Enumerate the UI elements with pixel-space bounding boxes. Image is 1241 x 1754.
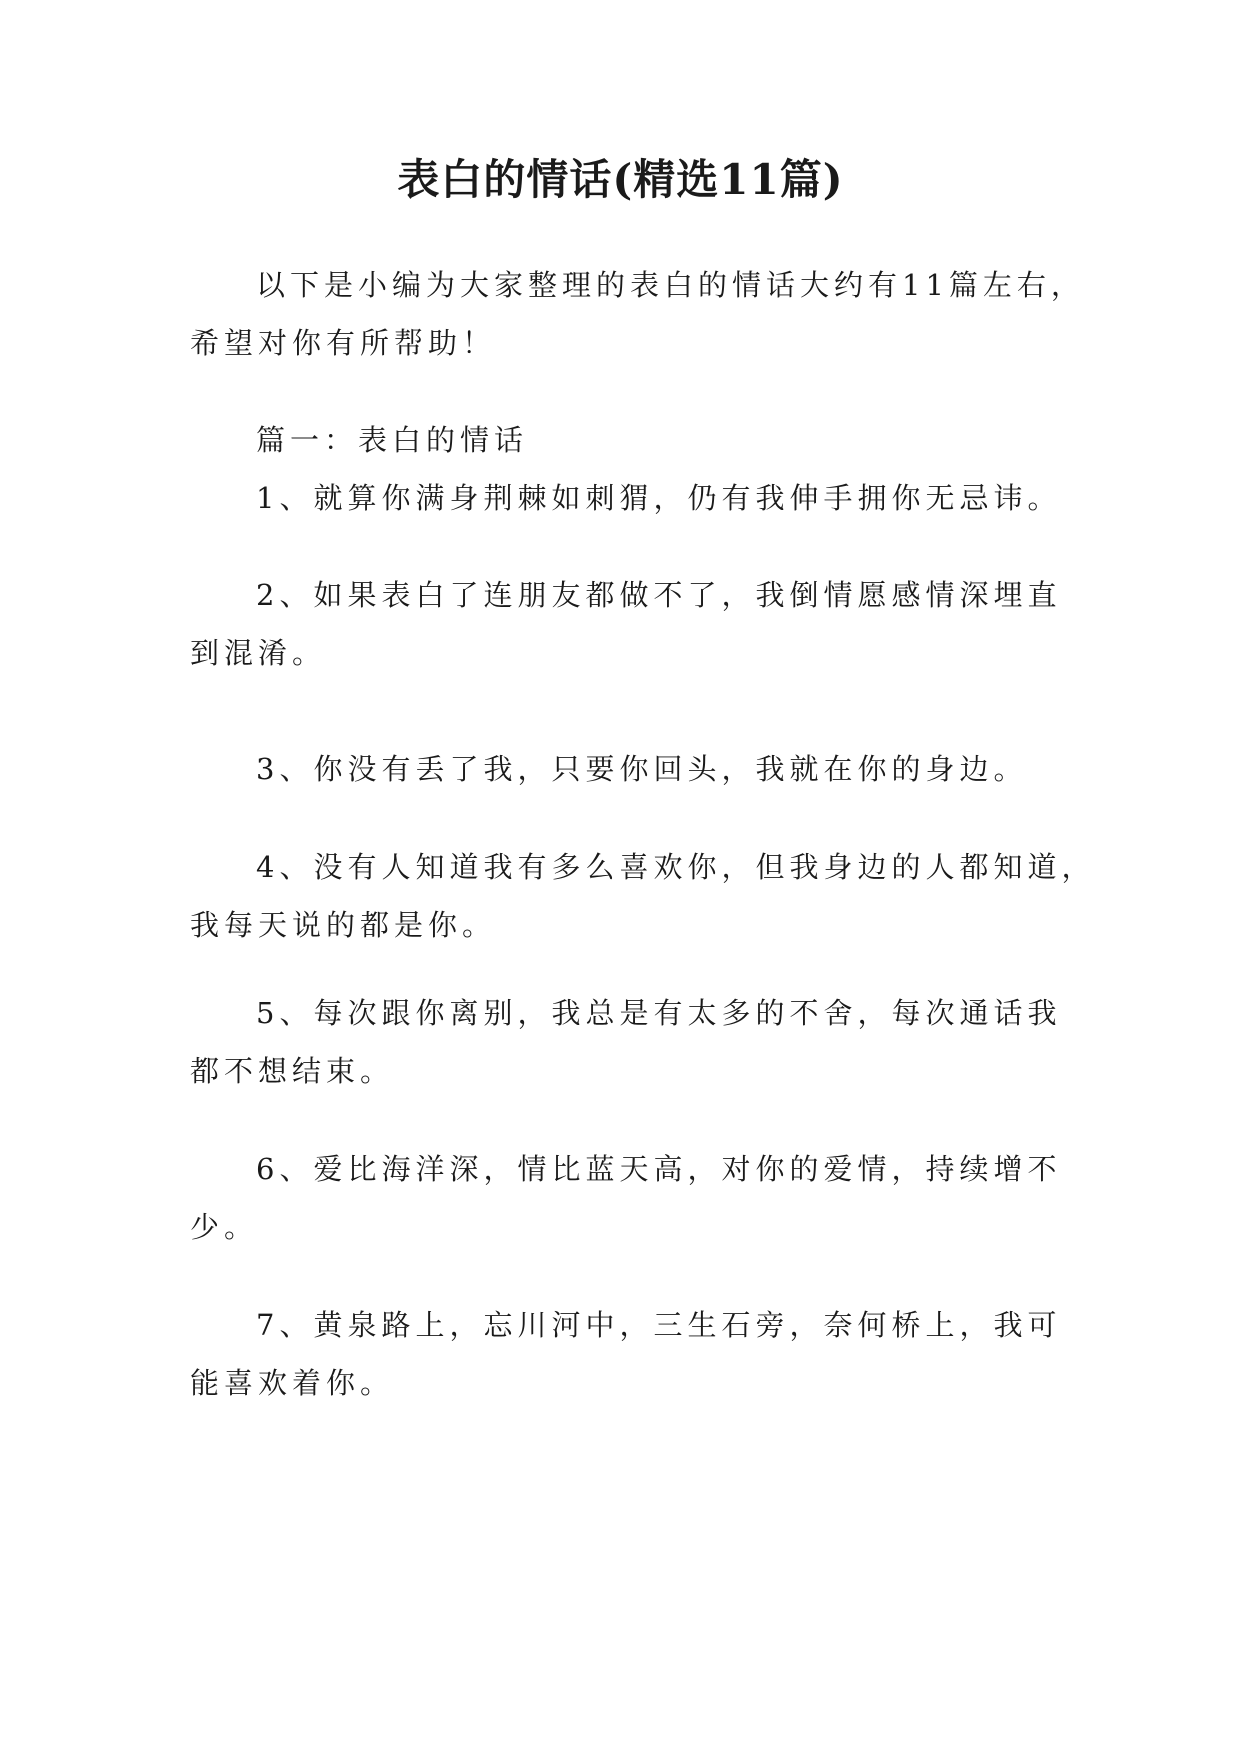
intro-line-2: 希望对你有所帮助！	[190, 326, 497, 360]
list-item-1-line-1: 1、就算你满身荆棘如刺猬，仍有我伸手拥你无忌讳。	[256, 481, 1062, 515]
list-item-2	[190, 566, 1060, 682]
list-item-4	[190, 838, 1096, 954]
document-title: 表白的情话(精选11篇)	[397, 155, 844, 204]
list-item-7	[190, 1296, 1060, 1412]
list-item-6-line-2: 少。	[190, 1210, 259, 1244]
intro-line-1: 以下是小编为大家整理的表白的情话大约有11篇左右，	[256, 268, 1085, 302]
list-item-7-line-2: 能喜欢着你。	[190, 1366, 395, 1400]
list-item-5-line-1: 5、每次跟你离别，我总是有太多的不舍，每次通话我	[256, 996, 1062, 1030]
list-item-5-line-2: 都不想结束。	[190, 1054, 395, 1088]
list-item-7-line-1: 7、黄泉路上，忘川河中，三生石旁，奈何桥上，我可	[256, 1308, 1062, 1342]
list-item-6-line-1: 6、爱比海洋深，情比蓝天高，对你的爱情，持续增不	[256, 1152, 1062, 1186]
list-item-3	[190, 740, 1060, 798]
list-item-4-line-2: 我每天说的都是你。	[190, 908, 497, 942]
section-heading-text: 篇一：表白的情话	[256, 423, 529, 457]
list-item-4-line-1: 4、没有人知道我有多么喜欢你，但我身边的人都知道，	[256, 850, 1096, 884]
list-item-2-line-1: 2、如果表白了连朋友都做不了，我倒情愿感情深埋直	[256, 578, 1062, 612]
section-heading	[190, 411, 1060, 469]
list-item-5	[190, 984, 1060, 1100]
list-item-3-line-1: 3、你没有丢了我，只要你回头，我就在你的身边。	[256, 752, 1028, 786]
intro-paragraph	[190, 256, 1085, 372]
list-item-2-line-2: 到混淆。	[190, 636, 327, 670]
list-item-1	[190, 469, 1060, 527]
list-item-6	[190, 1140, 1060, 1256]
